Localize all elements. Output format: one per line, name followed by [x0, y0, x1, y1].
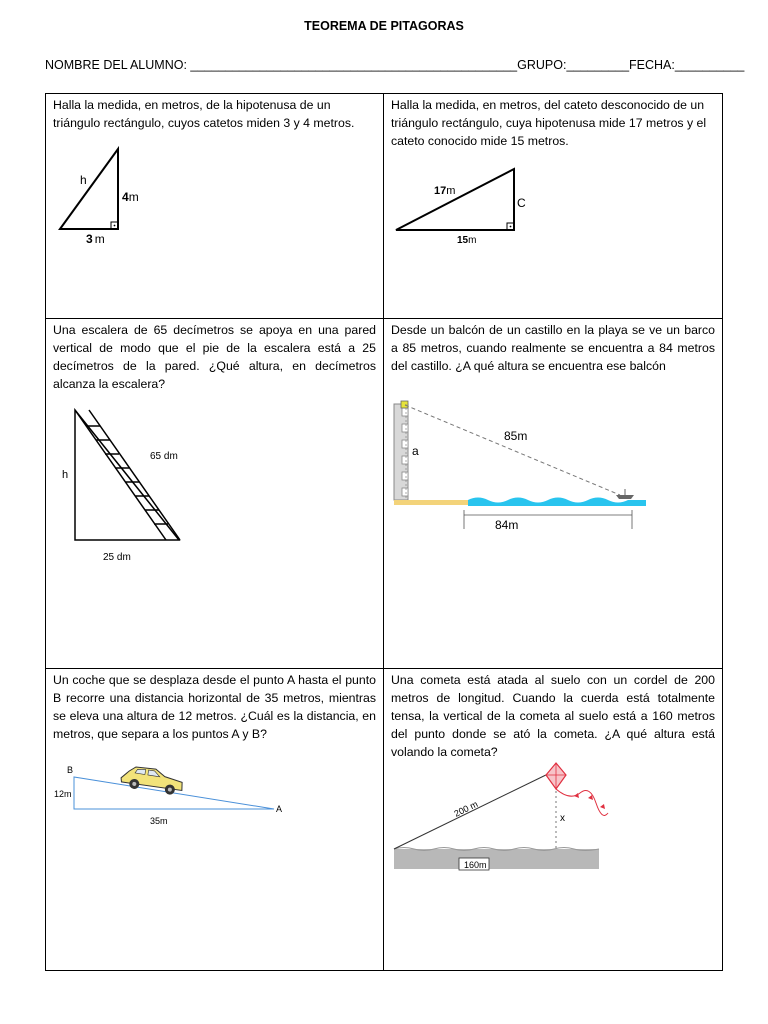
triangle-3-4	[60, 149, 118, 229]
triangle-15-17	[396, 169, 514, 230]
problem-5-figure	[46, 759, 306, 839]
string-length-label: 200 m	[452, 798, 480, 819]
base-unit: m	[94, 232, 105, 246]
point-b-label: B	[67, 765, 74, 775]
height-label: x	[560, 813, 565, 824]
problem-5-text: Un coche que se desplaza desde el punto A hasta el punto B recorre una distancia horizontal de 35 metros, mientras se eleva una altura de 12 metros. ¿Cuál es la distancia, en metros, que separa a los puntos A y B?	[53, 673, 376, 741]
car-icon	[120, 764, 185, 796]
problem-4-figure	[384, 394, 714, 534]
sand	[394, 500, 469, 505]
height-label: 12m	[54, 789, 72, 799]
problem-6-cell	[384, 669, 722, 970]
svg-text:4m	[122, 190, 139, 204]
base-label: 25 dm	[103, 552, 131, 563]
problem-1-figure	[46, 139, 166, 254]
base-number: 15	[457, 235, 469, 246]
problem-4-text: Desde un balcón de un castillo en la playa se ve un barco a 85 metros, cuando realmente se encuentra a 84 metros del castillo. ¿A qué altura se encuentra ese balcón	[391, 323, 715, 373]
svg-text:17m	[434, 185, 455, 197]
ladder-rail	[75, 410, 166, 540]
problem-4-cell	[384, 319, 722, 669]
problem-3-figure	[46, 404, 246, 579]
ground	[394, 849, 599, 869]
ladder-rail	[89, 410, 180, 540]
problem-1-text: Halla la medida, en metros, de la hipotenusa de un triángulo rectángulo, cuyos catetos miden 3 y 4 metros.	[53, 98, 355, 130]
problem-3-text: Una escalera de 65 decímetros se apoya en una pared vertical de modo que el pie de la escalera está a 25 decímetros de la pared. ¿Qué altura, en decímetros alcanza la escalera?	[53, 323, 376, 391]
problem-3-cell	[46, 319, 384, 669]
svg-text:15m	[457, 235, 476, 246]
side-number: 4	[122, 190, 129, 204]
problems-grid	[45, 93, 723, 971]
problem-5-cell	[46, 669, 384, 970]
base-unit: m	[468, 235, 477, 246]
ladder-length-label: 65 dm	[150, 451, 178, 462]
problem-2-text: Halla la medida, en metros, del cateto desconocido de un triángulo rectángulo, cuya hipotenusa mide 17 metros y el cateto conocido mide 15 metros.	[391, 98, 707, 148]
hypotenuse-unit: m	[446, 185, 456, 197]
balcony	[401, 401, 408, 408]
height-label: h	[62, 469, 69, 481]
kite-icon	[546, 763, 608, 815]
side-unit: m	[128, 190, 139, 204]
hypotenuse-number: 17	[434, 185, 447, 197]
base-label: 160m	[464, 860, 487, 870]
line-of-sight	[405, 405, 620, 495]
base-label: 84m	[495, 518, 519, 532]
point-a-label: A	[276, 804, 283, 814]
problem-2-figure	[384, 164, 544, 254]
height-label: a	[412, 444, 419, 458]
sight-distance-label: 85m	[504, 429, 528, 443]
base-number: 3	[86, 232, 93, 246]
boat-icon	[616, 495, 634, 499]
hypotenuse-label: h	[80, 173, 87, 187]
wall-triangle	[75, 410, 179, 540]
worksheet-title: TEOREMA DE PITAGORAS	[304, 19, 464, 33]
student-info-line[interactable]: NOMBRE DEL ALUMNO: _______________________________________________GRUPO:_________FECHA:__________	[45, 58, 745, 72]
base-label: 35m	[150, 816, 168, 826]
problem-6-figure	[384, 759, 719, 889]
problem-6-text: Una cometa está atada al suelo con un cordel de 200 metros de longitud. Cuando la cuerda está totalmente tensa, la vertical de la cometa al suelo está a 160 metros del punto donde se ató la cometa. ¿A qué altura está volando la cometa?	[391, 673, 715, 759]
unknown-side-label: C	[517, 196, 526, 210]
svg-text:3m	[86, 232, 105, 246]
problem-1-cell	[46, 94, 384, 319]
problem-2-cell	[384, 94, 722, 319]
